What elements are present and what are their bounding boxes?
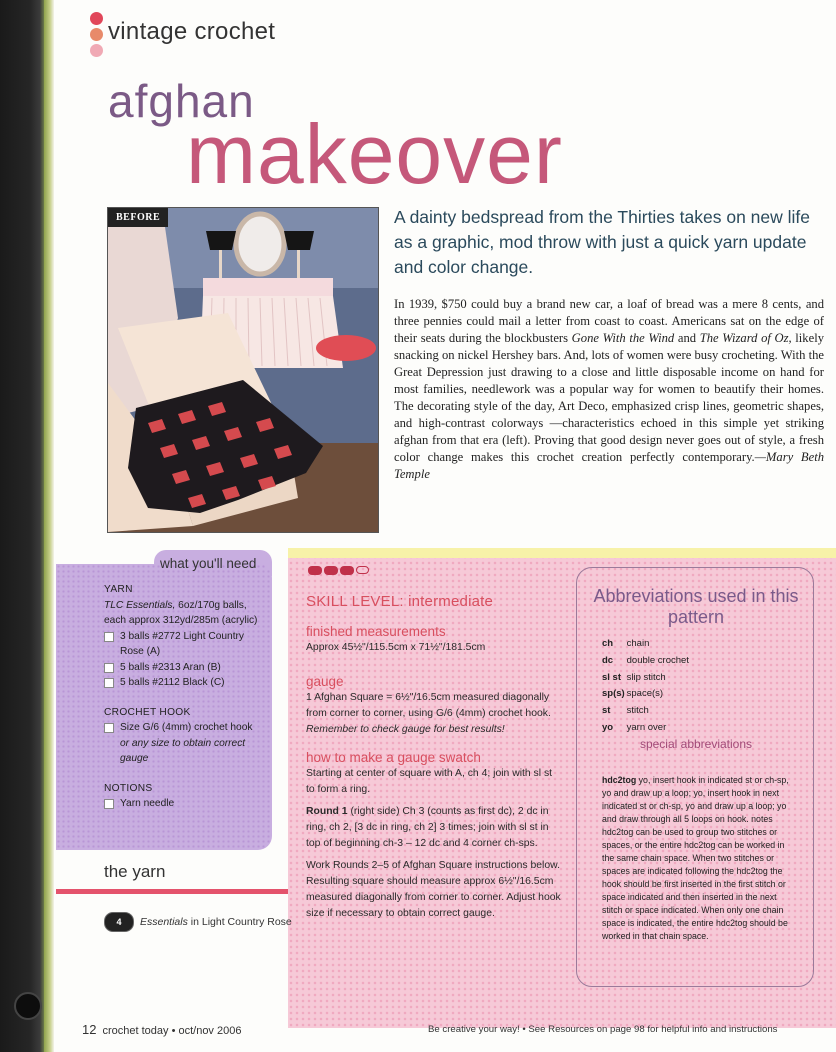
folio — [82, 1022, 241, 1037]
list-item: 5 balls #2313 Aran (B) — [104, 660, 264, 676]
yarn-box-title: the yarn — [104, 862, 166, 881]
finished-text: Approx 45½"/115.5cm x 71½"/181.5cm — [306, 642, 486, 653]
page-band — [288, 548, 836, 558]
magazine-spine — [0, 0, 46, 1052]
yarn-heading: YARN — [104, 584, 133, 595]
list-item: dc double crochet — [602, 654, 689, 666]
hdc2tog-definition: hdc2tog yo, insert hook in indicated st or ch-sp, yo and draw up a loop; yo, insert hook in next indicated st or ch-sp, yo and draw up a loop; yo and draw through all 5 loops on hook. notes hdc2tog can be used to group two stitches or spaces, or the entire hdc2tog can be worked in the same chain space. When two stitches or spaces are indicated following the hdc2tog the hook should be first inserted in the first stitch or space indicated and then inserted in the next stitch or space indicated. When only one chain space is indicated, the entire hdc2tog should be worked in that chain space. — [602, 775, 789, 941]
intro-body: In 1939, $750 could buy a brand new car, a loaf of bread was a mere 8 cents, and three pennies could mail a letter from coast to coast. Americans sat on the edge of their seats during the blockbusters Gone With the Wind and The Wizard of Oz, likely snacking on nickel Hershey bars. And, lots of women were busy crocheting. With the Great Depression just drawing to a close and little disposable income on hand for most families, needlework was a popular way for women to beautify their homes. The decorating style of the day, Art Deco, emphasized crisp lines, geometric shapes, and high-contrast colorways —characteristics echoed in this simple yet striking afghan from that era (left). Proving that good design never goes out of style, a fresh color change makes this crochet creation perfectly contemporary.—Mary Beth Temple — [394, 297, 824, 481]
gauge-text: 1 Afghan Square = 6½"/16.5cm measured diagonally from corner to corner, using G/6 (4mm) crochet hook. — [306, 692, 551, 719]
intro-deck: A dainty bedspread from the Thirties takes on new life as a graphic, mod throw with just a quick yarn update and color change. — [394, 207, 811, 277]
round-text: Round 1 (right side) Ch 3 (counts as first dc), 2 dc in ring, ch 2, [3 dc in ring, ch 2] 3 times; join with sl st in top of beginning ch-3 – 12 dc and 4 corner ch-sps. — [306, 806, 549, 849]
binding-hole — [14, 992, 42, 1020]
film-title: Gone With the Wind — [571, 331, 675, 345]
list-item: 3 balls #2772 Light Country Rose (A) — [104, 629, 264, 660]
bedroom-illustration — [108, 208, 378, 532]
yarn-weight-icon: 4 — [104, 912, 134, 932]
gauge-heading: gauge — [306, 674, 344, 689]
list-item: Size G/6 (4mm) crochet hook or any size to obtain correct gauge — [104, 720, 264, 767]
checkbox-icon — [104, 632, 114, 642]
list-item: st stitch — [602, 705, 649, 717]
checkbox-icon — [104, 799, 114, 809]
checkbox-icon — [104, 678, 114, 688]
title-makeover: makeover — [186, 107, 563, 201]
byline: —Mary Beth Temple — [394, 450, 824, 481]
yarn-credit: 4 Essentials in Light Country Rose — [104, 912, 292, 932]
spine-edge — [44, 0, 54, 1052]
divider — [56, 889, 288, 894]
need-title: what you'll need — [160, 556, 257, 571]
list-item: sl st slip stitch — [602, 671, 666, 683]
footer-note: Be creative your way! • See Resources on page 98 for helpful info and instructions — [428, 1024, 778, 1035]
section-label: vintage crochet — [108, 18, 276, 45]
notions-heading: NOTIONS — [104, 782, 153, 794]
abbreviations-list — [602, 636, 689, 737]
list-item: ch chain — [602, 638, 650, 649]
title-afghan: afghan — [108, 75, 255, 127]
before-photo — [107, 207, 379, 533]
magazine-issue: crochet today • oct/nov 2006 — [102, 1025, 242, 1037]
list-item: 5 balls #2112 Black (C) — [104, 675, 264, 691]
film-title: The Wizard of Oz, — [699, 331, 792, 345]
list-item: sp(s) space(s) — [602, 688, 664, 700]
skill-level: SKILL LEVEL: intermediate — [306, 593, 494, 610]
page-number: 12 — [82, 1022, 97, 1037]
work-text: Work Rounds 2–5 of Afghan Square instructions below. Resulting square should measure approx 6½"/16.5cm measured diagonally from corner to corner. Adjust hook size if necessary to obtain correct gauge. — [306, 860, 561, 919]
abbreviations-title: Abbreviations used in this pattern — [593, 586, 799, 627]
gauge-note: Remember to check gauge for best results! — [306, 724, 505, 735]
skill-level-icon — [308, 566, 369, 575]
materials-list — [104, 582, 264, 812]
list-item: Yarn needle — [104, 796, 264, 812]
finished-heading: finished measurements — [306, 624, 446, 639]
swatch-heading: how to make a gauge swatch — [306, 750, 481, 765]
before-badge: BEFORE — [108, 208, 168, 227]
checkbox-icon — [104, 723, 114, 733]
pattern-column — [306, 594, 562, 922]
swatch-text: Starting at center of square with A, ch 4; join with sl st to form a ring. — [306, 768, 553, 795]
list-item: yo yarn over — [602, 721, 667, 733]
special-abbreviations-heading: special abbreviations — [639, 737, 753, 751]
hook-heading: CROCHET HOOK — [104, 706, 191, 718]
checkbox-icon — [104, 663, 114, 673]
yarn-description: TLC Essentials, 6oz/170g balls, each approx 312yd/285m (acrylic) — [104, 599, 258, 626]
